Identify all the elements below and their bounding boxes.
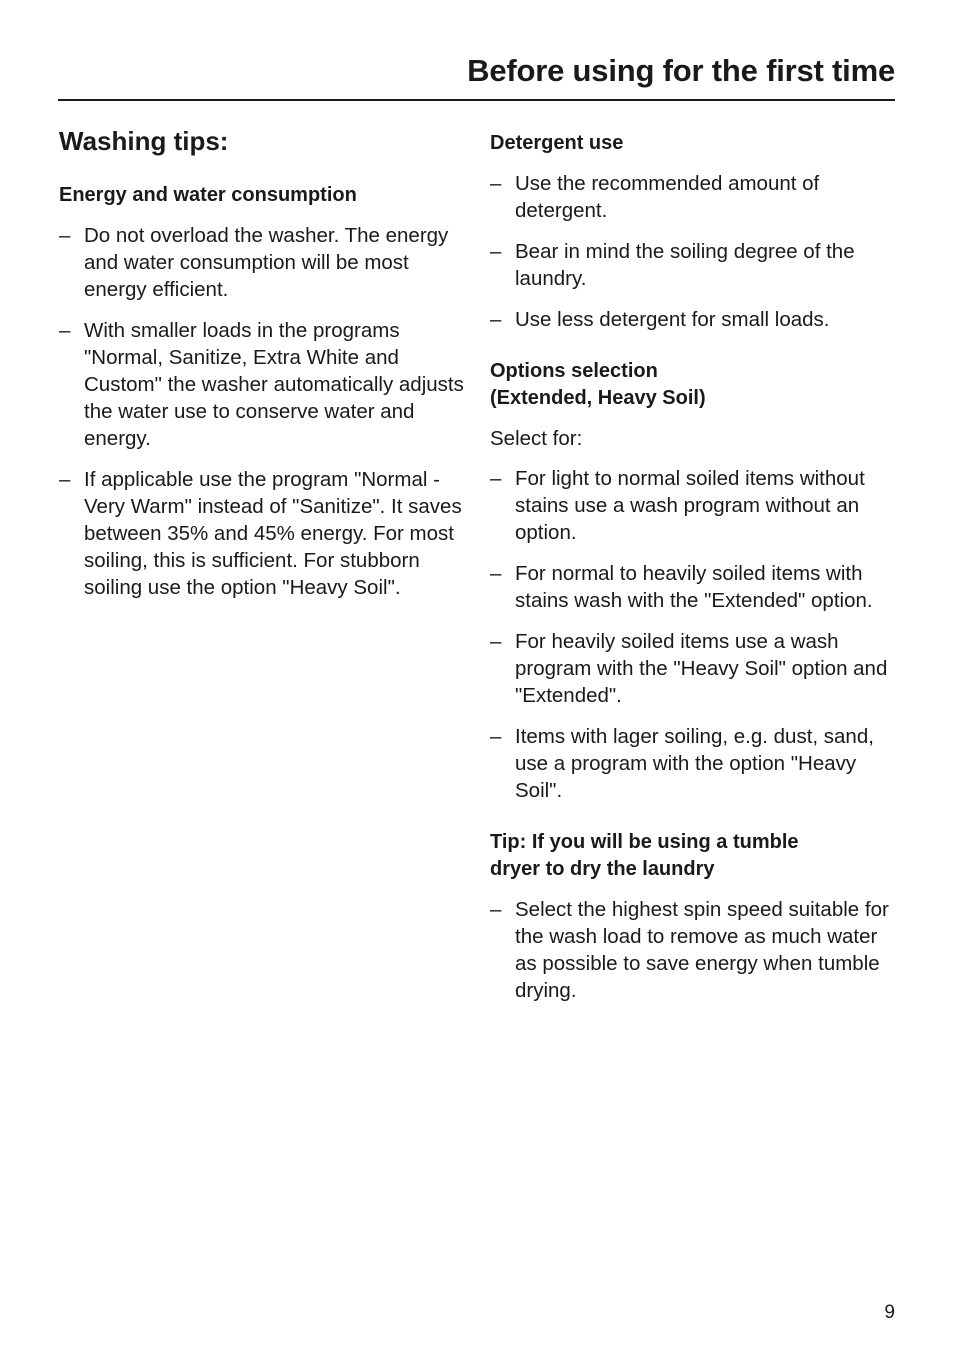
dash-marker: – xyxy=(490,308,502,331)
left-column xyxy=(59,122,464,615)
list-item-text: For heavily soiled items use a wash program with the "Heavy Soil" option and "Extended". xyxy=(515,630,888,707)
right-column xyxy=(490,122,890,1018)
list-item xyxy=(490,170,890,224)
page-number: 9 xyxy=(884,1302,895,1323)
page-title: Before using for the first time xyxy=(467,53,895,88)
list-item xyxy=(490,723,890,804)
page-header xyxy=(58,50,895,101)
dash-marker: – xyxy=(490,898,502,921)
dash-marker: – xyxy=(490,630,502,653)
dash-marker: – xyxy=(59,468,71,491)
dash-marker: – xyxy=(490,467,502,490)
options-list xyxy=(490,465,890,804)
list-item xyxy=(490,306,890,333)
energy-tips-list xyxy=(59,222,464,601)
dash-marker: – xyxy=(490,172,502,195)
list-item-text: Use the recommended amount of detergent. xyxy=(515,172,820,222)
dash-marker: – xyxy=(490,725,502,748)
list-item xyxy=(59,317,464,452)
list-item-text: Bear in mind the soiling degree of the laundry. xyxy=(515,240,855,290)
list-item xyxy=(490,465,890,546)
list-item-text: For light to normal soiled items without stains use a wash program without an option. xyxy=(515,467,865,544)
list-item-text: Use less detergent for small loads. xyxy=(515,308,830,331)
list-item xyxy=(490,560,890,614)
list-item-text: Do not overload the washer. The energy and water consumption will be most energy efficient. xyxy=(84,224,449,301)
list-item xyxy=(490,896,890,1004)
options-intro: Select for: xyxy=(490,427,583,450)
heading-detergent-use: Detergent use xyxy=(490,132,624,154)
list-item-text: Items with lager soiling, e.g. dust, sand, use a program with the option "Heavy Soil". xyxy=(515,725,874,802)
list-item-text: For normal to heavily soiled items with stains wash with the "Extended" option. xyxy=(515,562,873,612)
list-item-text: With smaller loads in the programs "Normal, Sanitize, Extra White and Custom" the washer automatically adjusts the water use to conserve water and energy. xyxy=(84,319,464,450)
list-item-text: If applicable use the program "Normal - Very Warm" instead of "Sanitize". It saves between 35% and 45% energy. For most soiling, this is sufficient. For stubborn soiling use the option "Heavy Soil". xyxy=(84,468,462,599)
heading-options-line2: (Extended, Heavy Soil) xyxy=(490,387,706,409)
detergent-tips-list xyxy=(490,170,890,333)
dash-marker: – xyxy=(490,240,502,263)
tip-list xyxy=(490,896,890,1004)
dash-marker: – xyxy=(490,562,502,585)
heading-energy-water: Energy and water consumption xyxy=(59,184,357,206)
heading-tip-line1: Tip: If you will be using a tumble xyxy=(490,831,799,853)
heading-tip-line2: dryer to dry the laundry xyxy=(490,858,715,880)
dash-marker: – xyxy=(59,319,71,342)
dash-marker: – xyxy=(59,224,71,247)
section-title-washing-tips: Washing tips: xyxy=(59,126,229,156)
list-item xyxy=(59,466,464,601)
list-item xyxy=(490,628,890,709)
list-item-text: Select the highest spin speed suitable for the wash load to remove as much water as possible to save energy when tumble drying. xyxy=(515,898,889,1002)
heading-options-line1: Options selection xyxy=(490,360,658,382)
list-item xyxy=(59,222,464,303)
heading-tumble-dryer-tip xyxy=(490,829,890,883)
heading-options-selection xyxy=(490,358,890,412)
list-item xyxy=(490,238,890,292)
